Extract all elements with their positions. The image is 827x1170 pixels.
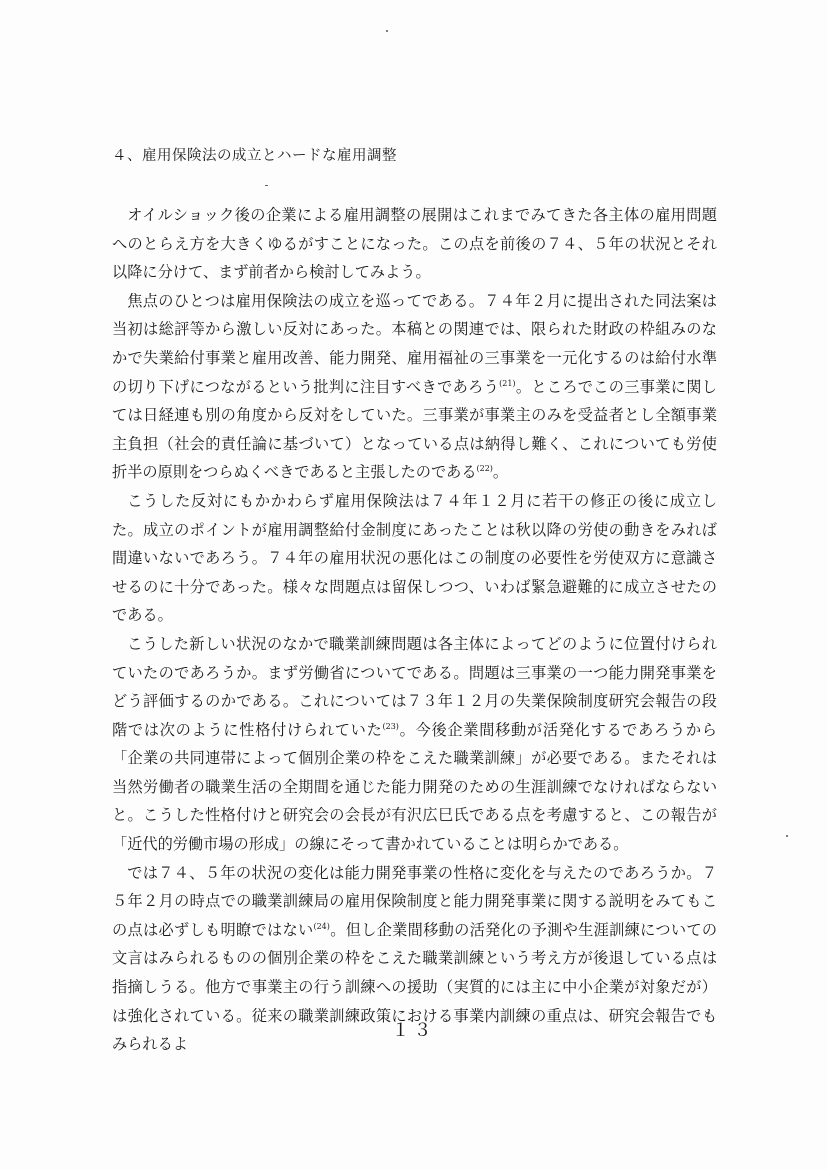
- paragraph-text: 焦点のひとつは雇用保険法の成立を巡ってである。７４年２月に提出された同法案は当初は総評等から激しい反対にあった。本稿との関連では、限られた財政の枠組みのなかで失業給付事業と雇用改善、能力開発、雇用福祉の三事業を一元化するのは給付水準の切り下げにつながるという批判に注目すべきであろう: [112, 291, 717, 396]
- paragraph-1: [112, 201, 717, 287]
- paragraph-text: 。但し企業間移動の活発化の予測や生涯訓練についての文言はみられるものの個別企業の枠をこえた職業訓練という考え方が後退している点は指摘しうる。他方で事業主の行う訓練への援助（実質的には主に中小企業が対象だが）は強化されている。従来の職業訓練政策における事業内訓練の重点は、研究会報告でもみられるよ: [112, 920, 718, 1054]
- scan-speck: [265, 185, 268, 186]
- paragraph-4: [112, 630, 717, 859]
- scan-speck: [786, 835, 788, 837]
- scan-speck: [386, 30, 388, 32]
- body-text: [112, 201, 717, 1059]
- paragraph-text: こうした新しい状況のなかで職業訓練問題は各主体によってどのように位置付けられていたのであろうか。まず労働省についてである。問題は三事業の一つ能力開発事業をどう評価するのかである。これについては７３年１２月の失業保険制度研究会報告の段階では次のように性格付けられていた: [112, 634, 717, 739]
- page-number: １３: [391, 1020, 436, 1041]
- footnote-ref: (21): [499, 378, 516, 388]
- footnote-ref: (23): [382, 721, 399, 731]
- paragraph-3: [112, 487, 717, 630]
- paragraph-text: 。ところでこの三事業に関しては日経連も別の角度から反対をしていた。三事業が事業主のみを受益者とし全額事業主負担（社会的責任論に基づいて）となっている点は納得し難く、これについても労使折半の原則をつらぬくべきであると主張したのである: [112, 377, 718, 482]
- paragraph-text: 。: [492, 463, 509, 482]
- footnote-ref: (24): [313, 921, 330, 931]
- paragraph-2: [112, 287, 717, 487]
- paragraph-text: オイルショック後の企業による雇用調整の展開はこれまでみてきた各主体の雇用問題へのとらえ方を大きくゆるがすことになった。この点を前後の７４、５年の状況とそれ以降に分けて、まず前者から検討してみよう。: [112, 206, 717, 282]
- footnote-ref: (22): [476, 464, 493, 474]
- paragraph-text: 。今後企業間移動が活発化するであろうから「企業の共同連帯によって個別企業の枠をこえた職業訓練」が必要である。またそれは当然労働者の職業生活の全期間を通じた能力開発のための生涯訓練でなければならないと。こうした性格付けと研究会の会長が有沢広巳氏である点を考慮すると、この報告が「近代的労働市場の形成」の線にそって書かれていることは明らかである。: [112, 720, 717, 854]
- paragraph-text: では７４、５年の状況の変化は能力開発事業の性格に変化を与えたのであろうか。７５年２月の時点での職業訓練局の雇用保険制度と能力開発事業に関する説明をみてもこの点は必ずしも明瞭ではない: [112, 863, 717, 939]
- section-heading: ４、雇用保険法の成立とハードな雇用調整: [112, 148, 397, 164]
- paragraph-text: こうした反対にもかかわらず雇用保険法は７４年１２月に若干の修正の後に成立した。成立のポイントが雇用調整給付金制度にあったことは秋以降の労使の動きをみれば間違いないであろう。７４年の雇用状況の悪化はこの制度の必要性を労使双方に意識させるのに十分であった。様々な問題点は留保しつつ、いわば緊急避難的に成立させたのである。: [112, 491, 717, 625]
